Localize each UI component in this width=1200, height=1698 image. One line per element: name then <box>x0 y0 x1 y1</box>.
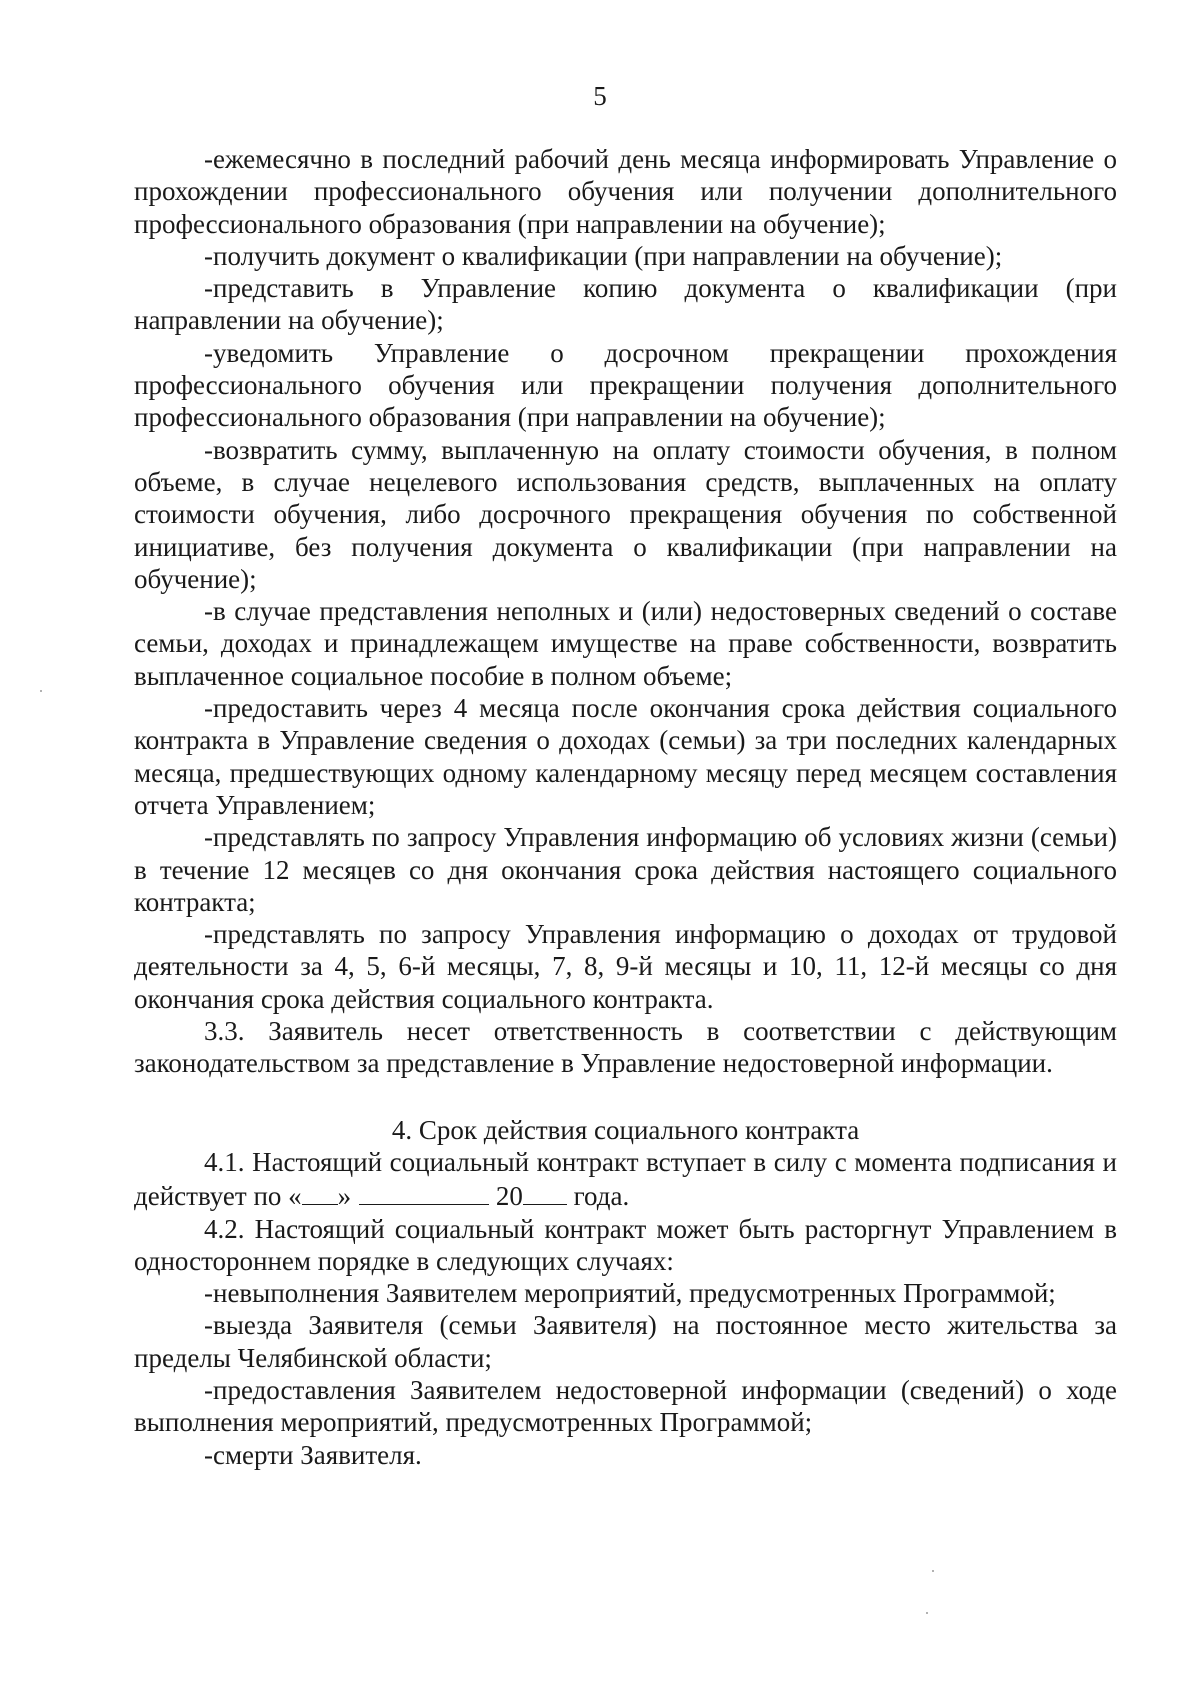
obligation-refund-training-cost: -возвратить сумму, выплаченную на оплату стоимости обучения, в полном объеме, в случае нецелевого использования средств, выплаченных на оплату стоимости обучения, либо досрочного прекращения обучения по собственной инициативе, без получения документа о квалификации (при направлении на обучение); <box>134 434 1117 594</box>
quote-open: « <box>288 1181 302 1212</box>
scan-speck <box>926 1612 928 1614</box>
year-suffix: года. <box>573 1181 630 1212</box>
day-blank <box>302 1178 338 1205</box>
clause-4-1 <box>134 1146 1117 1213</box>
section-4-heading: 4. Срок действия социального контракта <box>391 1114 860 1145</box>
page-number: 5 <box>593 81 607 111</box>
termination-relocation: -выезда Заявителя (семьи Заявителя) на постоянное место жительства за пределы Челябинской области; <box>134 1310 1117 1373</box>
obligation-submit-qualification-copy: -представить в Управление копию документа о квалификации (при направлении на обучение); <box>134 273 1117 336</box>
scan-speck <box>932 1570 934 1572</box>
obligation-notify-early-termination: -уведомить Управление о досрочном прекращении прохождения профессионального обучения или прекращении получения дополнительного профессионального образования (при направлении на обучение); <box>134 337 1117 433</box>
quote-close: » <box>337 1181 352 1212</box>
obligation-labor-income-info: -представлять по запросу Управления информацию о доходах от трудовой деятельности за 4, 5, 6-й месяцы, 7, 8, 9-й месяцы и 10, 11, 12-й месяцы со дня окончания срока действия социального контракта. <box>134 919 1117 1014</box>
termination-false-info: -предоставления Заявителем недостоверной информации (сведений) о ходе выполнения мероприятий, предусмотренных Программой; <box>134 1374 1117 1438</box>
clause-4-1-text: 4.1. Настоящий социальный контракт вступает в силу с момента подписания и действует по <box>134 1146 1117 1212</box>
obligation-monthly-report: -ежемесячно в последний рабочий день месяца информировать Управление о прохождении профессионального обучения или получении дополнительного профессионального образования (при направлении на обучение); <box>134 144 1117 239</box>
year-prefix: 20 <box>495 1181 523 1212</box>
clause-3-3: 3.3. Заявитель несет ответственность в соответствии с действующим законодательством за представление в Управление недостоверной информации. <box>134 1016 1117 1079</box>
year-blank <box>523 1178 567 1205</box>
termination-nonfulfillment: -невыполнения Заявителем мероприятий, предусмотренных Программой; <box>204 1278 1056 1309</box>
obligation-income-report: -предоставить через 4 месяца после окончания срока действия социального контракта в Управление сведения о доходах (семьи) за три последних календарных месяца, предшествующих одному календарному месяцу перед месяцем составления отчета Управлением; <box>134 693 1117 820</box>
clause-4-2: 4.2. Настоящий социальный контракт может быть расторгнут Управлением в одностороннем порядке в следующих случаях: <box>134 1213 1117 1276</box>
document-body <box>134 143 1117 1471</box>
obligation-refund-benefit: -в случае представления неполных и (или) недостоверных сведений о составе семьи, доходах и принадлежащем имуществе на праве собственности, возвратить выплаченное социальное пособие в полном объеме; <box>134 596 1117 691</box>
obligation-get-qualification: -получить документ о квалификации (при направлении на обучение); <box>204 240 1003 271</box>
scan-speck <box>40 690 42 692</box>
obligation-living-conditions-info: -представлять по запросу Управления информацию об условиях жизни (семьи) в течение 12 месяцев со дня окончания срока действия настоящего социального контракта; <box>134 822 1117 917</box>
month-blank <box>359 1178 489 1205</box>
termination-death: -смерти Заявителя. <box>204 1439 422 1470</box>
